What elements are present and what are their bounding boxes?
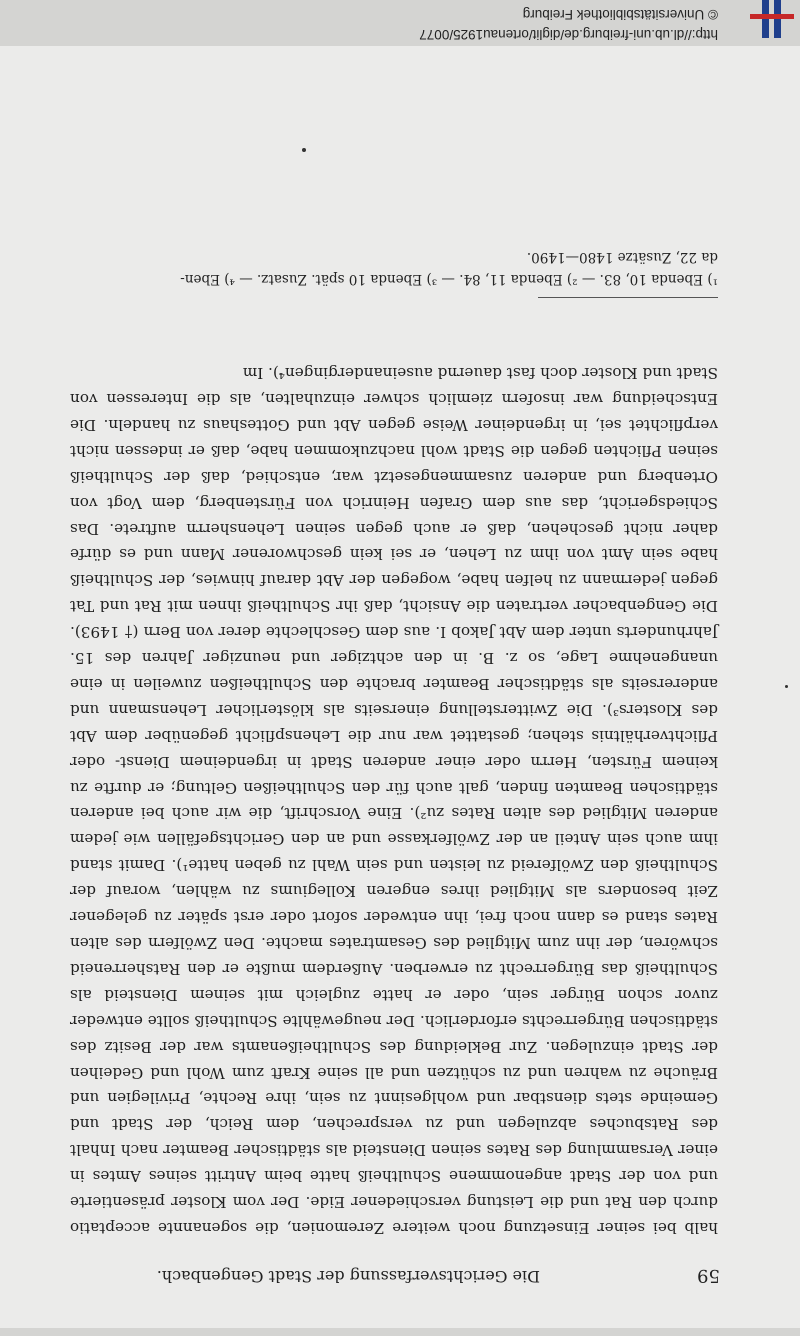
body-text (70, 359, 718, 1240)
page-source-info (0, 0, 736, 46)
scanned-page (0, 46, 800, 1328)
viewer-topbar (0, 0, 800, 46)
print-speck (785, 685, 788, 688)
footnote-line: ¹) Ebenda 10, 83. — ²) Ebenda 11, 84. — ³) Ebenda 10 spät. Zusatz. — ⁴) Eben- (180, 271, 718, 287)
source-url-link[interactable]: http://dl.ub.uni-freiburg.de/diglit/ortenau1925/0077 (419, 27, 718, 42)
viewer-bottom-strip (0, 1328, 800, 1336)
page-number: 59 (697, 1265, 720, 1286)
running-title: Die Gerichtsverfassung der Stadt Gengenbach. (156, 1267, 540, 1286)
footnote-line: da 22, Zusätze 1480—1490. (526, 249, 718, 265)
university-library-logo-icon (750, 0, 794, 40)
footnotes (70, 246, 718, 290)
copyright-notice: © Universitätsbibliothek Freiburg (522, 7, 718, 22)
print-speck (302, 148, 306, 152)
body-paragraph: halb bei seiner Einsetzung noch weitere Zeremonien, die sogenannte acceptatio durch den Rat und die Leistung verschiedener Eide. Der vom Kloster präsentierte und von der Stadt angenommene Schultheiß hatte beim Antritt seines Amtes in einer Versammlung des Rates seinen Diensteid als städtischer Beamter nach Inhalt des Ratsbuches abzulegen und zu versprechen, dem Reich, der Stadt und Gemeinde stets dienstbar und wohlgesinnt zu sein, ihre Rechte, Privilegien und Bräuche zu wahren und zu schützen und all seine Kraft zum Wohl und Gedeihen der Stadt einzulegen. Zur Bekleidung des Schultheißenamts war der Besitz des städtischen Bürgerrechts erforderlich. Der neugewählte Schultheiß sollte entweder zuvor schon Bürger sein, oder er hatte zugleich mit seinem Diensteid als Schultheiß das Bürgerrecht zu erwerben. Außerdem mußte er den Ratsherreneid schwören, der ihn zum Mitglied des Gesamtrates machte. Den Zwölfern des alten Rates stand es dann noch frei, ihn entweder sofort oder erst später zu gelegener Zeit besonders als Mitglied ihres engeren Kollegiums zu wählen, worauf der Schultheiß den Zwölfereid zu leisten und sein Wahl zu geben hatte¹). Damit stand ihm auch sein Anteil an der Zwölferkasse und an den Gerichtsgefällen wie jedem anderen Mitglied des alten Rates zu²). Eine Vorschrift, die wir auch bei anderen städtischen Beamten finden, galt auch für den Schultheißen Geltung; er durfte zu keinem Fürsten, Herrn oder einer anderen Stadt in irgendeinem Dienst- oder Pflichtverhältnis stehen; gestattet war nur die Lehenspflicht gegenüber dem Abt des Klosters³). Die Zwitterstellung einerseits als klösterlicher Lehensmann und andererseits als städtischer Beamter brachte den Schultheißen zuweilen in eine unangenehme Lage, so z. B. in den achtziger und neunziger Jahren des 15. Jahrhunderts unter dem Abt Jakob I. aus dem Geschlechte derer von Bern († 1493). Die Gengenbacher vertraten die Ansicht, daß ihr Schultheiß ihnen mit Rat und Tat gegen jedermann zu helfen habe, wogegen der Abt darauf hinwies, der Schultheiß habe sein Amt von ihm zu Lehen, er sei kein geschworener Mann und es dürfe daher nicht geschehen, daß er auch gegen seinen Lehensherrn auftrete. Das Schiedsgericht, das aus dem Grafen Heinrich von Fürstenberg, dem Vogt von Ortenberg und anderen zusammengesetzt war, entschied, daß der Schultheiß seinen Pflichten gegen die Stadt wohl nachzukommen habe, daß er indessen nicht verpflichtet sei, in irgendeiner Weise gegen Abt und Gotteshaus zu handeln. Die Entscheidung war insofern ziemlich schwer einzuhalten, als die Interessen von Stadt und Kloster doch fast dauernd auseinandergingen⁴). Im (70, 364, 718, 1237)
page-header (70, 1260, 720, 1286)
footnote-divider (538, 297, 718, 298)
